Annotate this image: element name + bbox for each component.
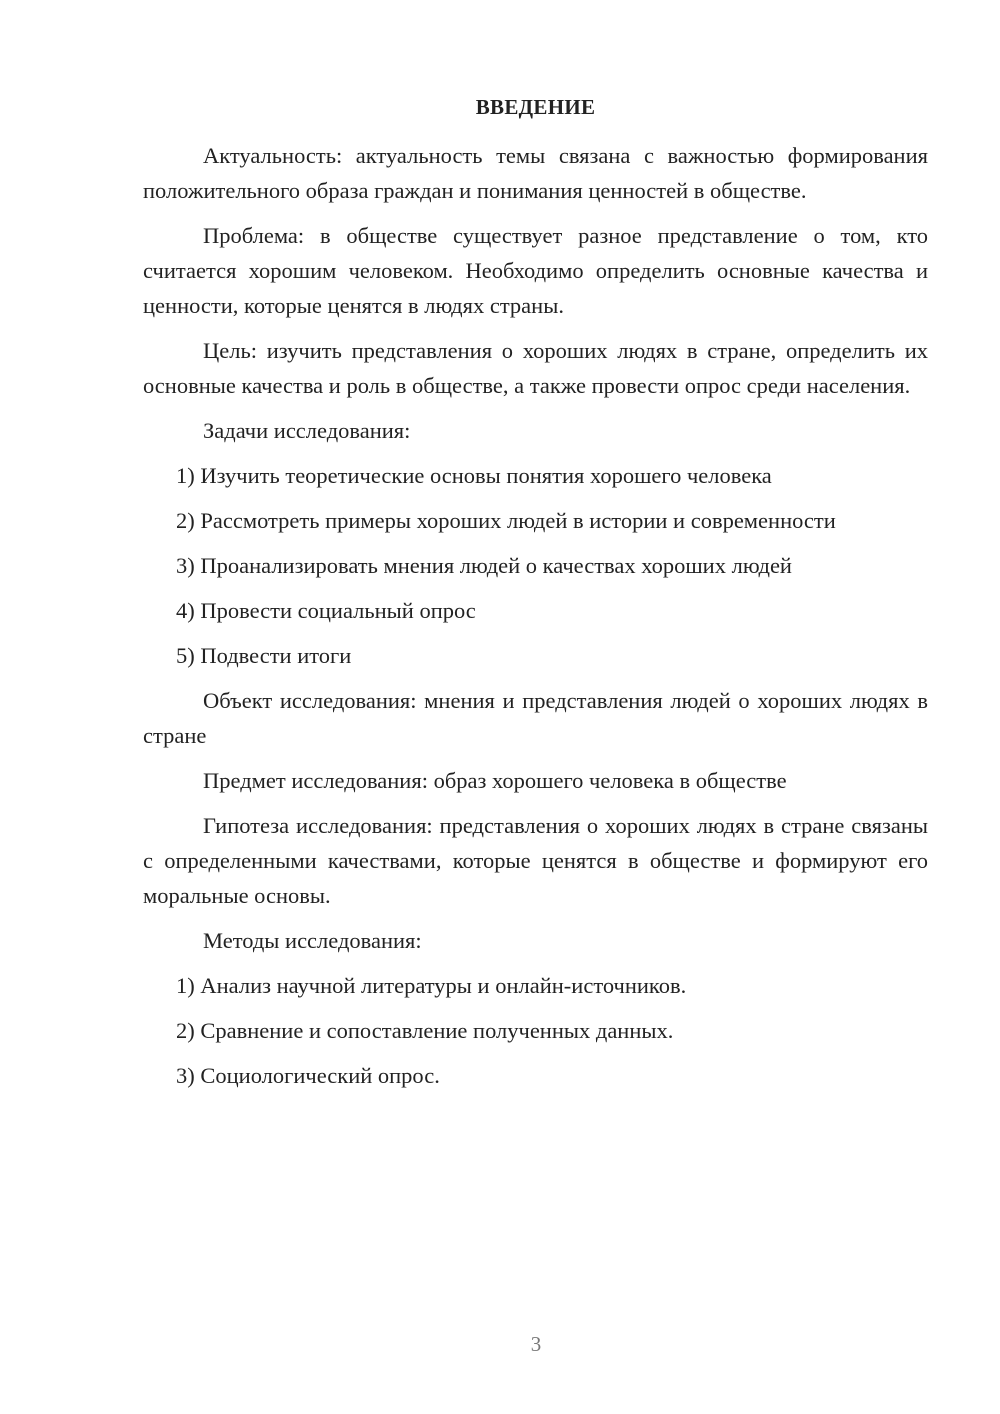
object-paragraph: Объект исследования: мнения и представления людей о хороших людях в стране [143,688,928,748]
tasks-heading: Задачи исследования: [203,418,411,443]
subject-paragraph: Предмет исследования: образ хорошего человека в обществе [203,768,787,793]
method-item: 2) Сравнение и сопоставление полученных данных. [176,1018,674,1043]
section-title: ВВЕДЕНИЕ [475,95,596,119]
tasks-list [143,458,928,673]
task-item: 4) Провести социальный опрос [176,598,476,623]
task-item: 1) Изучить теоретические основы понятия хорошего человека [176,463,772,488]
relevance-paragraph: Актуальность: актуальность темы связана с важностью формирования положительного образа граждан и понимания ценностей в обществе. [143,143,928,203]
methods-heading: Методы исследования: [203,928,422,953]
document-page [143,95,928,1103]
task-item: 5) Подвести итоги [176,643,352,668]
page-number: 3 [530,1332,542,1356]
goal-paragraph: Цель: изучить представления о хороших людях в стране, определить их основные качества и роль в обществе, а также провести опрос среди населения. [143,338,928,398]
problem-paragraph: Проблема: в обществе существует разное представление о том, кто считается хорошим человеком. Необходимо определить основные качества и ценности, которые ценятся в людях страны. [143,223,928,318]
task-item: 2) Рассмотреть примеры хороших людей в истории и современности [176,508,836,533]
method-item: 3) Социологический опрос. [176,1063,440,1088]
method-item: 1) Анализ научной литературы и онлайн-источников. [176,973,687,998]
methods-list [143,968,928,1093]
hypothesis-paragraph: Гипотеза исследования: представления о хороших людях в стране связаны с определенными качествами, которые ценятся в обществе и формируют его моральные основы. [143,813,928,908]
task-item: 3) Проанализировать мнения людей о качествах хороших людей [176,553,792,578]
